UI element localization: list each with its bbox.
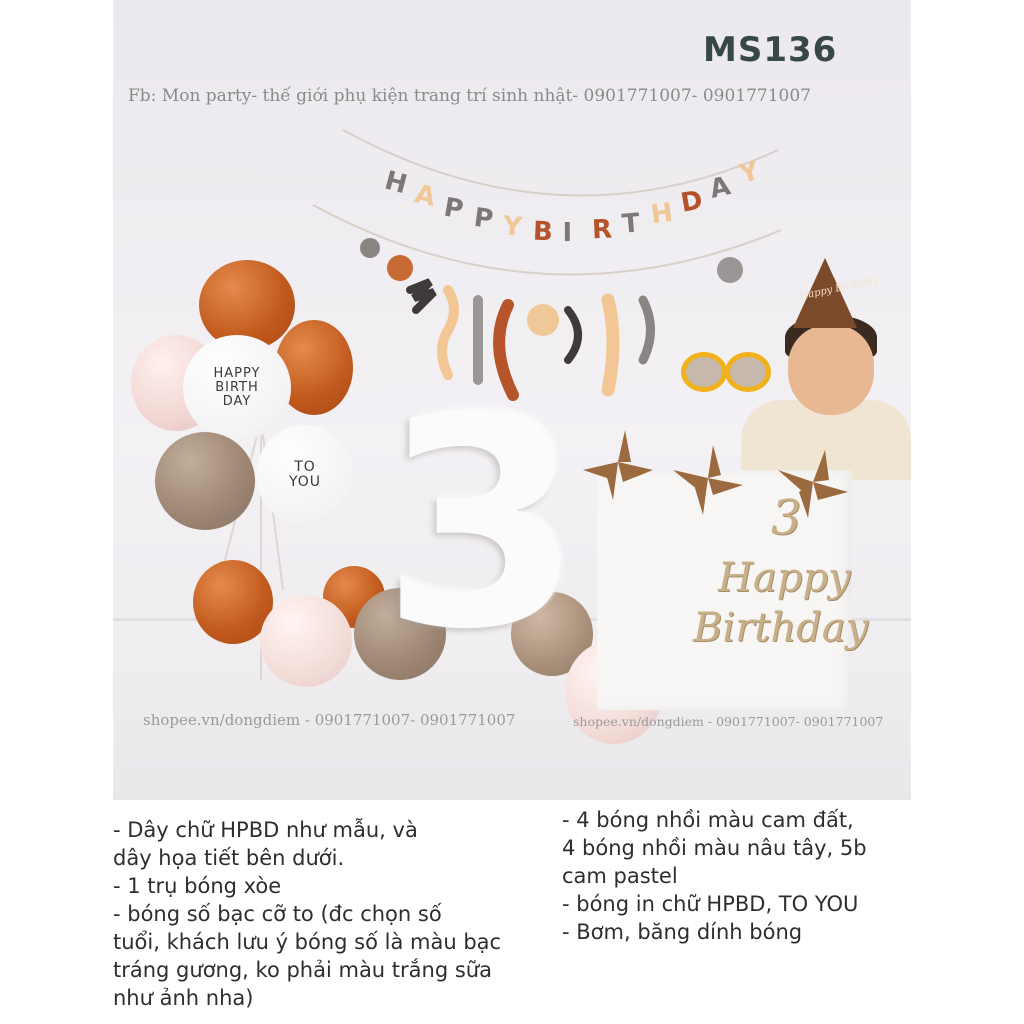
caption-line: tráng gương, ko phải màu trắng sữa xyxy=(113,958,492,982)
banner-letter: Y xyxy=(736,156,763,190)
box-happy-text: Happy xyxy=(718,555,851,601)
pinwheels xyxy=(113,0,911,800)
caption-right xyxy=(562,806,922,946)
caption-line: - 4 bóng nhồi màu cam đất, xyxy=(562,808,854,832)
shopee-watermark: shopee.vn/dongdiem - 0901771007- 0901771007 xyxy=(573,714,884,729)
banner-letter: D xyxy=(678,185,705,219)
box-number-three: 3 xyxy=(771,490,802,546)
banner-letter: I xyxy=(562,218,573,248)
caption-line: - 1 trụ bóng xòe xyxy=(113,874,282,898)
caption-line: dây họa tiết bên dưới. xyxy=(113,846,345,870)
banner-letter: P xyxy=(441,192,466,226)
box-birthday-text: Birthday xyxy=(693,605,869,651)
caption-line: - Dây chữ HPBD như mẫu, và xyxy=(113,818,418,842)
banner-letter: H xyxy=(381,165,411,201)
shopee-watermark: shopee.vn/dongdiem - 0901771007- 0901771007 xyxy=(143,711,516,729)
number-three-balloon: 3 xyxy=(381,356,583,693)
banner-letter: A xyxy=(707,171,734,205)
product-photo xyxy=(113,0,911,800)
caption-line: - Bơm, băng dính bóng xyxy=(562,920,803,944)
product-code: MS136 xyxy=(703,30,838,70)
party-hat-text: Happy Birthday xyxy=(798,274,880,303)
caption-line: - bóng số bạc cỡ to (đc chọn số xyxy=(113,902,442,926)
banner-letter: H xyxy=(649,198,675,231)
caption-line: như ảnh nha) xyxy=(113,986,254,1010)
banner-letter: Y xyxy=(502,211,524,244)
caption-left xyxy=(113,816,563,1012)
facebook-contact: Fb: Mon party- thế giới phụ kiện trang trí sinh nhật- 0901771007- 0901771007 xyxy=(128,86,811,106)
caption-line: - bóng in chữ HPBD, TO YOU xyxy=(562,892,859,916)
balloon-happy-text: HAPPY BIRTH DAY xyxy=(213,365,261,410)
banner-letter: B xyxy=(532,216,554,248)
caption-line: tuổi, khách lưu ý bóng số là màu bạc xyxy=(113,930,502,954)
banner-letter: A xyxy=(411,179,438,214)
caption-line: 4 bóng nhồi màu nâu tây, 5b xyxy=(562,836,867,860)
caption-line: cam pastel xyxy=(562,864,678,888)
banner-letter: R xyxy=(591,214,613,246)
balloon-to-you-text: TO YOU xyxy=(288,458,322,490)
banner-letter: T xyxy=(620,208,641,240)
banner-letter: P xyxy=(471,203,495,236)
